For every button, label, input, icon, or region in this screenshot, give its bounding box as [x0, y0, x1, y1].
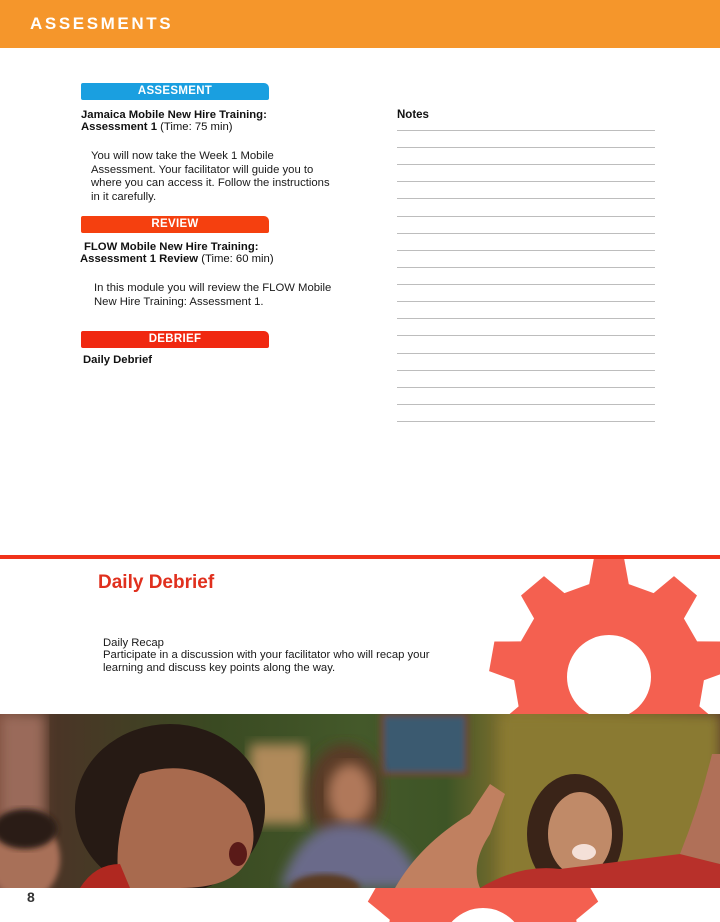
photo-woman-smile: [572, 844, 596, 860]
review-time: (Time: 60 min): [201, 253, 274, 265]
debrief-panel-heading: Daily Debrief: [98, 572, 215, 593]
debrief-title: [83, 354, 152, 366]
gear-icon-bottom: [0, 888, 720, 922]
gear-decoration-bottom: [0, 888, 720, 922]
assessment-title: [81, 109, 267, 133]
note-line: [397, 421, 655, 422]
assessment-time: (Time: 75 min): [160, 121, 233, 133]
note-line: [397, 387, 655, 388]
debrief-badge: DEBRIEF: [81, 331, 269, 348]
note-line: [397, 335, 655, 336]
recap-title: Daily Recap: [103, 637, 164, 649]
note-line: [397, 233, 655, 234]
photo-illustration: [0, 714, 720, 888]
review-description: In this module you will review the FLOW Mobile New Hire Training: Assessment 1.: [94, 282, 332, 308]
note-line: [397, 284, 655, 285]
note-line: [397, 301, 655, 302]
note-line: [397, 267, 655, 268]
photo-woman-arm: [395, 784, 505, 888]
note-line: [397, 198, 655, 199]
photo-frame: [382, 714, 467, 774]
notes-lines[interactable]: [397, 0, 655, 430]
note-line: [397, 130, 655, 131]
note-line: [397, 181, 655, 182]
gear-shape: [489, 559, 720, 714]
note-line: [397, 370, 655, 371]
review-badge: REVIEW: [81, 216, 269, 233]
gear-shape-bottom: [358, 888, 608, 922]
note-line: [397, 216, 655, 217]
assessment-description: You will now take the Week 1 Mobile Assessment. Your facilitator will guide you to where you can access it. Follow the instructions in it carefully.: [91, 150, 330, 203]
review-name: Assessment 1 Review: [80, 253, 199, 265]
notes-label: Notes: [397, 109, 429, 121]
page-title: ASSESMENTS: [30, 14, 174, 33]
note-line: [397, 404, 655, 405]
note-line: [397, 164, 655, 165]
note-line: [397, 318, 655, 319]
photo-man-mouth: [229, 842, 247, 866]
photo-woman-face: [548, 792, 612, 876]
recap-description: Participate in a discussion with your facilitator who will recap your learning and discuss key points along the way.: [103, 649, 430, 674]
group-photo: [0, 714, 720, 888]
review-course-name: FLOW Mobile New Hire Training:: [84, 241, 259, 253]
assessment-course-name: Jamaica Mobile New Hire Training:: [81, 109, 267, 121]
photo-person-center-face: [328, 764, 372, 824]
assessment-name: Assessment 1: [81, 121, 157, 133]
page-number: 8: [27, 889, 35, 905]
note-line: [397, 250, 655, 251]
debrief-name: Daily Debrief: [83, 354, 153, 366]
review-title: [80, 241, 274, 265]
assessment-badge: ASSESMENT: [81, 83, 269, 100]
note-line: [397, 147, 655, 148]
note-line: [397, 353, 655, 354]
